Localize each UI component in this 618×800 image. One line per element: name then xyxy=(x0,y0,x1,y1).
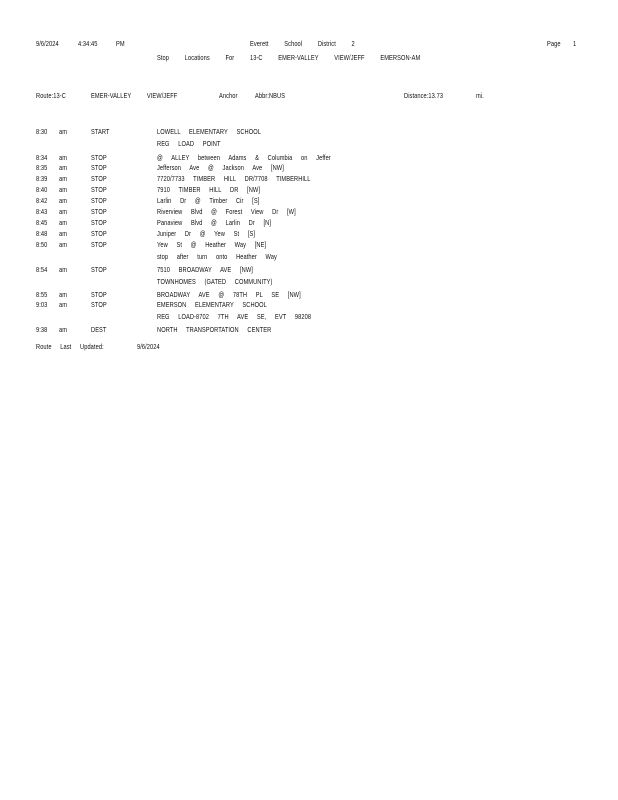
report-ampm: PM xyxy=(116,39,125,48)
stop-time: 8:30 xyxy=(36,127,48,136)
stop-type: STOP xyxy=(91,196,107,205)
stop-type: DEST xyxy=(91,325,107,334)
stop-ampm: am xyxy=(59,174,68,183)
stop-location: REG LOAD-8702 7TH AVE SE, EVT 98208 xyxy=(157,312,312,321)
stop-time: 8:55 xyxy=(36,290,48,299)
stop-location: Panaview Blvd @ Larlin Dr [N] xyxy=(157,218,272,227)
stop-type: STOP xyxy=(91,163,107,172)
stop-ampm: am xyxy=(59,196,68,205)
stop-ampm: am xyxy=(59,207,68,216)
stop-location: Jefferson Ave @ Jackson Ave [NW] xyxy=(157,163,284,172)
stop-type: STOP xyxy=(91,218,107,227)
report-title: Stop Locations For 13-C EMER-VALLEY VIEW/JEFF EMERSON-AM xyxy=(157,53,421,62)
stop-location: Larlin Dr @ Timber Cir [S] xyxy=(157,196,260,205)
stop-time: 8:45 xyxy=(36,218,48,227)
stop-location: REG LOAD POINT xyxy=(157,139,221,148)
stop-location: stop after turn onto Heather Way xyxy=(157,252,277,261)
stop-time: 8:48 xyxy=(36,229,48,238)
stop-location: Juniper Dr @ Yew St [S] xyxy=(157,229,256,238)
stop-location: 7910 TIMBER HILL DR [NW] xyxy=(157,185,261,194)
stop-location: NORTH TRANSPORTATION CENTER xyxy=(157,325,272,334)
stop-time: 8:54 xyxy=(36,265,48,274)
stop-location: @ ALLEY between Adams & Columbia on Jeffer xyxy=(157,153,331,162)
stop-location: 7510 BROADWAY AVE [NW] xyxy=(157,265,253,274)
route-name: EMER-VALLEY VIEW/JEFF xyxy=(91,91,178,100)
stop-type: START xyxy=(91,127,110,136)
stop-location: LOWELL ELEMENTARY SCHOOL xyxy=(157,127,261,136)
route-distance: Distance:13.73 xyxy=(404,91,444,100)
stop-location: TOWNHOMES (GATED COMMUNITY) xyxy=(157,277,273,286)
last-updated-label: Route Last Updated: xyxy=(36,342,104,351)
report-time: 4:34:45 xyxy=(78,39,98,48)
report-date: 9/6/2024 xyxy=(36,39,59,48)
stop-time: 8:39 xyxy=(36,174,48,183)
stop-type: STOP xyxy=(91,229,107,238)
page-number: 1 xyxy=(573,39,577,48)
stop-time: 8:34 xyxy=(36,153,48,162)
page-label: Page xyxy=(547,39,561,48)
stop-type: STOP xyxy=(91,290,107,299)
district-name: Everett School District 2 xyxy=(250,39,355,48)
stop-ampm: am xyxy=(59,265,68,274)
stop-type: STOP xyxy=(91,300,107,309)
stop-ampm: am xyxy=(59,218,68,227)
last-updated-date: 9/6/2024 xyxy=(137,342,160,351)
stop-location: EMERSON ELEMENTARY SCHOOL xyxy=(157,300,267,309)
stop-time: 8:35 xyxy=(36,163,48,172)
stop-time: 8:50 xyxy=(36,240,48,249)
route-abbr: Abbr:NBUS xyxy=(255,91,286,100)
stop-location: BROADWAY AVE @ 78TH PL SE [NW] xyxy=(157,290,301,299)
stop-ampm: am xyxy=(59,153,68,162)
stop-ampm: am xyxy=(59,185,68,194)
route-id: Route:13-C xyxy=(36,91,66,100)
stop-ampm: am xyxy=(59,229,68,238)
stop-time: 9:03 xyxy=(36,300,48,309)
stop-time: 8:40 xyxy=(36,185,48,194)
stop-location: Yew St @ Heather Way [NE] xyxy=(157,240,267,249)
stop-type: STOP xyxy=(91,265,107,274)
stop-ampm: am xyxy=(59,300,68,309)
stop-ampm: am xyxy=(59,163,68,172)
stop-location: 7720/7733 TIMBER HILL DR/7708 TIMBERHILL xyxy=(157,174,311,183)
stop-type: STOP xyxy=(91,174,107,183)
stop-time: 9:38 xyxy=(36,325,48,334)
stop-type: STOP xyxy=(91,207,107,216)
route-anchor: Anchor xyxy=(219,91,238,100)
stop-ampm: am xyxy=(59,325,68,334)
stop-ampm: am xyxy=(59,240,68,249)
stop-ampm: am xyxy=(59,290,68,299)
stop-ampm: am xyxy=(59,127,68,136)
stop-type: STOP xyxy=(91,153,107,162)
stop-type: STOP xyxy=(91,185,107,194)
stop-type: STOP xyxy=(91,240,107,249)
stop-time: 8:43 xyxy=(36,207,48,216)
distance-unit: mi. xyxy=(476,91,484,100)
stop-location: Riverview Blvd @ Forest View Dr [W] xyxy=(157,207,296,216)
stop-time: 8:42 xyxy=(36,196,48,205)
